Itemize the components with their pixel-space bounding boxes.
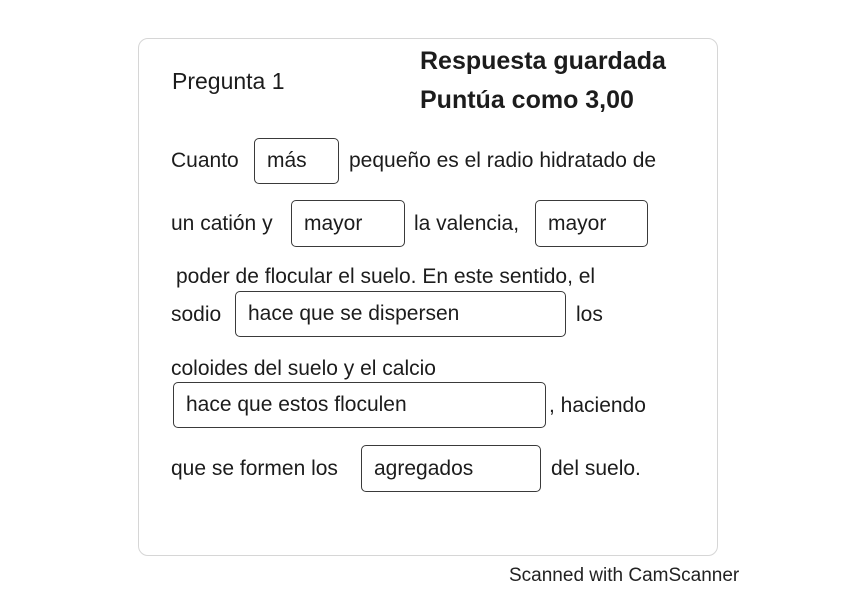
question-status: Respuesta guardada bbox=[420, 47, 666, 75]
question-text-1: Cuanto bbox=[171, 149, 239, 172]
question-text-4: la valencia, bbox=[414, 212, 520, 235]
question-text-5: poder de flocular el suelo. En este sentido, el bbox=[176, 265, 596, 288]
question-text-2: pequeño es el radio hidratado de bbox=[349, 149, 657, 172]
question-text-7: los bbox=[576, 303, 603, 326]
question-number: Pregunta 1 bbox=[172, 68, 285, 94]
question-grade: Puntúa como 3,00 bbox=[420, 86, 634, 114]
question-text-3: un catión y bbox=[171, 212, 273, 235]
question-text-8: coloides del suelo y el calcio bbox=[171, 357, 436, 380]
answer-field-3[interactable] bbox=[535, 200, 648, 247]
camscanner-watermark: Scanned with CamScanner bbox=[509, 565, 740, 586]
answer-field-4[interactable] bbox=[235, 291, 566, 337]
answer-field-6[interactable] bbox=[361, 445, 541, 492]
answer-field-2[interactable] bbox=[291, 200, 405, 247]
question-text-10: que se formen los bbox=[171, 457, 338, 480]
question-text-11: del suelo. bbox=[551, 457, 641, 480]
question-text-9: , haciendo bbox=[549, 394, 646, 417]
answer-field-1[interactable] bbox=[254, 138, 339, 184]
answer-field-5[interactable] bbox=[173, 382, 546, 428]
question-text-6: sodio bbox=[171, 303, 222, 326]
